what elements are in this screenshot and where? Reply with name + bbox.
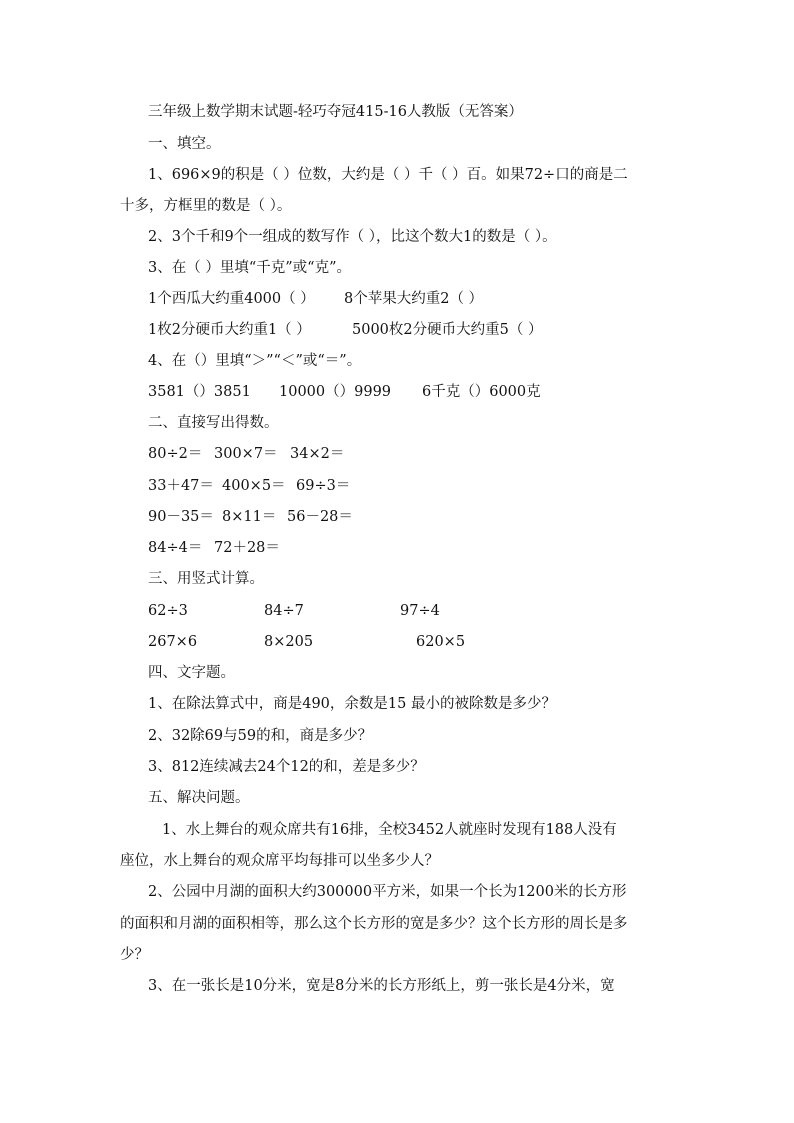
question-1-3: 3、在（ ）里填“千克”或“克”。	[148, 260, 351, 276]
question-5-2-line2: 的面积和月湖的面积相等，那么这个长方形的宽是多少？这个长方形的周长是多	[120, 916, 628, 932]
question-4-2: 2、32除69与59的和，商是多少？	[148, 728, 373, 744]
vertical-calc-item: 62÷3	[148, 603, 188, 619]
question-5-1-line2: 座位，水上舞台的观众席平均每排可以坐多少人？	[120, 853, 439, 869]
question-1-3-item-b: 8个苹果大约重2（ ）	[344, 291, 484, 307]
question-1-3-item-c: 1枚2分硬币大约重1（ ）	[148, 322, 311, 338]
section-heading-fill-blank: 一、填空。	[148, 136, 221, 152]
vertical-calc-item: 8×205	[264, 634, 314, 650]
calc-item: 34×2＝	[290, 446, 345, 462]
calc-item: 56－28＝	[287, 509, 353, 525]
calc-item: 8×11＝	[222, 509, 277, 525]
calc-item: 400×5＝	[222, 478, 286, 494]
calc-item: 33＋47＝	[148, 478, 214, 494]
vertical-calc-item: 84÷7	[264, 603, 304, 619]
calc-item: 90－35＝	[148, 509, 214, 525]
section-heading-word-problems: 四、文字题。	[148, 665, 235, 681]
question-1-4-item-b: 10000（）9999	[279, 384, 392, 400]
vertical-calc-item: 97÷4	[400, 603, 440, 619]
calc-item: 84÷4＝	[148, 540, 203, 556]
calc-item: 69÷3＝	[296, 478, 351, 494]
question-4-3: 3、812连续减去24个12的和，差是多少？	[148, 759, 425, 775]
question-4-1: 1、在除法算式中，商是490，余数是15 最小的被除数是多少？	[148, 696, 556, 712]
calc-item: 72＋28＝	[214, 540, 280, 556]
section-heading-solve-problems: 五、解决问题。	[148, 790, 250, 806]
section-heading-direct-answer: 二、直接写出得数。	[148, 415, 279, 431]
question-5-1-line1: 1、水上舞台的观众席共有16排，全校3452人就座时发现有188人没有	[162, 822, 617, 838]
question-1-2: 2、3个千和9个一组成的数写作（ ），比这个数大1的数是（ ）。	[148, 229, 557, 245]
question-1-4-item-a: 3581（）3851	[148, 384, 251, 400]
question-1-3-item-d: 5000枚2分硬币大约重5（ ）	[352, 322, 543, 338]
question-1-4-item-c: 6千克（）6000克	[422, 384, 541, 400]
vertical-calc-item: 620×5	[416, 634, 466, 650]
question-1-4: 4、在（）里填“＞”“＜”或“＝”。	[148, 353, 362, 369]
question-5-3-line1: 3、在一张长是10分米，宽是8分米的长方形纸上，剪一张长是4分米，宽	[148, 978, 615, 994]
vertical-calc-item: 267×6	[148, 634, 198, 650]
question-1-1-line1: 1、696×9的积是（ ）位数，大约是（ ）千（ ）百。如果72÷口的商是二	[148, 167, 628, 183]
question-5-2-line3: 少？	[120, 947, 149, 963]
question-1-3-item-a: 1个西瓜大约重4000（ ）	[148, 291, 315, 307]
question-1-1-line2: 十多，方框里的数是（ ）。	[120, 198, 292, 214]
question-5-2-line1: 2、公园中月湖的面积大约300000平方米，如果一个长为1200米的长方形	[148, 884, 627, 900]
calc-item: 300×7＝	[214, 446, 278, 462]
section-heading-vertical-calc: 三、用竖式计算。	[148, 571, 264, 587]
calc-item: 80÷2＝	[148, 446, 203, 462]
document-title: 三年级上数学期末试题-轻巧夺冠415-16人教版（无答案）	[148, 104, 523, 120]
